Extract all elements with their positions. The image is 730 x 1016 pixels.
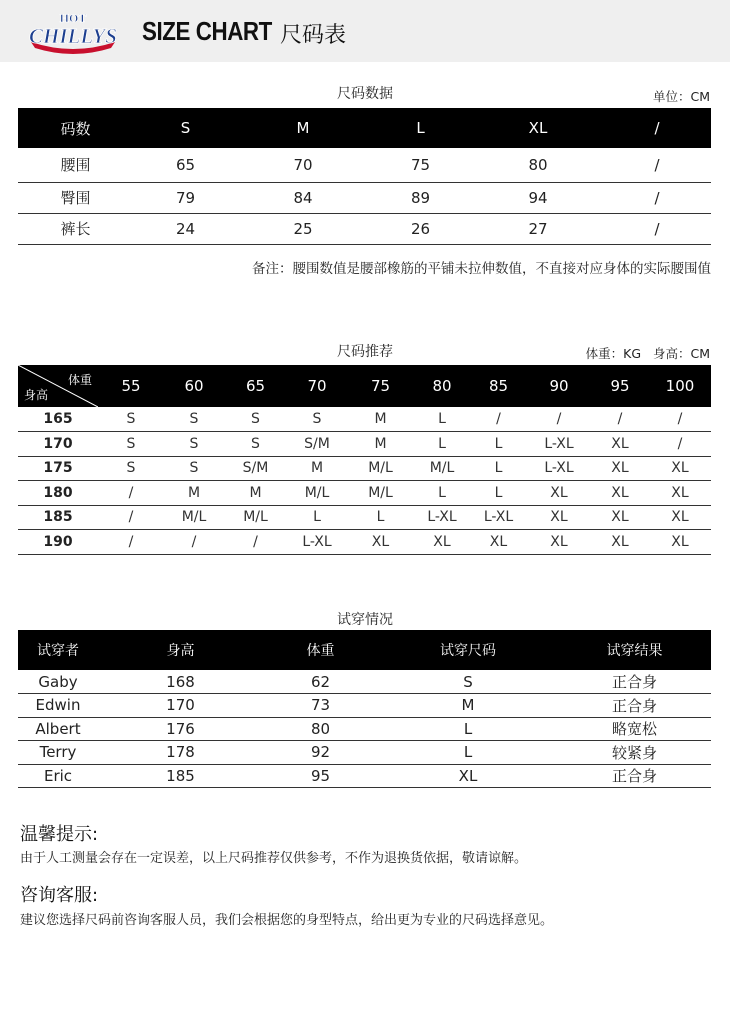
weight-header: 90: [527, 365, 591, 407]
table-cell: 84: [238, 182, 368, 213]
table-cell: S/M: [287, 432, 347, 457]
table-cell: XL: [378, 764, 558, 788]
table-cell: L: [378, 717, 558, 741]
column-header: S: [133, 108, 238, 148]
table-cell: L: [287, 505, 347, 530]
table-cell: S: [98, 407, 164, 432]
header-bar: [0, 0, 730, 62]
table-cell: S: [98, 456, 164, 481]
table-cell: /: [470, 407, 527, 432]
table-cell: 168: [98, 670, 263, 694]
table-cell: L: [414, 432, 470, 457]
table-cell: /: [98, 481, 164, 506]
table-cell: S: [378, 670, 558, 694]
table-cell: /: [98, 530, 164, 555]
table-cell: L: [414, 407, 470, 432]
table-cell: M: [347, 407, 414, 432]
table-cell: 75: [368, 148, 473, 182]
table-cell: XL: [470, 530, 527, 555]
height-axis-label: 身高: [24, 388, 49, 402]
column-header: L: [368, 108, 473, 148]
table-cell: 腰围: [18, 148, 133, 182]
height-cell: 180: [18, 481, 98, 506]
table-cell: M: [378, 694, 558, 718]
table-cell: L: [470, 432, 527, 457]
column-header: 试穿者: [18, 630, 98, 670]
fitting-title: 试穿情况: [337, 612, 393, 628]
table-cell: L: [470, 481, 527, 506]
table-row: [18, 670, 711, 694]
table-header-row: [18, 630, 711, 670]
table-cell: 27: [473, 213, 603, 244]
table-cell: Gaby: [18, 670, 98, 694]
weight-header: 95: [591, 365, 649, 407]
table-cell: /: [224, 530, 287, 555]
table-cell: 26: [368, 213, 473, 244]
table-cell: M: [164, 481, 224, 506]
corner-header: [18, 365, 98, 407]
notice-heading: 温馨提示:: [20, 824, 99, 845]
table-cell: /: [649, 407, 711, 432]
table-cell: 25: [238, 213, 368, 244]
height-cell: 190: [18, 530, 98, 555]
height-cell: 185: [18, 505, 98, 530]
table-cell: 80: [473, 148, 603, 182]
column-header: 码数: [18, 108, 133, 148]
table-cell: /: [98, 505, 164, 530]
table-cell: 95: [263, 764, 378, 788]
table-cell: M/L: [414, 456, 470, 481]
brand-logo: [27, 8, 119, 54]
table-row: [18, 505, 711, 530]
table-cell: S: [287, 407, 347, 432]
weight-header: 60: [164, 365, 224, 407]
table-cell: /: [649, 432, 711, 457]
table-cell: 24: [133, 213, 238, 244]
table-cell: S: [224, 407, 287, 432]
table-cell: XL: [649, 530, 711, 555]
column-header: /: [603, 108, 711, 148]
table-cell: XL: [347, 530, 414, 555]
column-header: 试穿尺码: [378, 630, 558, 670]
table-cell: L-XL: [470, 505, 527, 530]
table-cell: S: [164, 432, 224, 457]
table-cell: /: [591, 407, 649, 432]
table-cell: L-XL: [287, 530, 347, 555]
table-cell: XL: [591, 505, 649, 530]
height-cell: 175: [18, 456, 98, 481]
size-data-title: 尺码数据: [337, 86, 393, 102]
table-cell: M: [347, 432, 414, 457]
table-cell: L-XL: [414, 505, 470, 530]
table-cell: L: [347, 505, 414, 530]
table-cell: 79: [133, 182, 238, 213]
table-cell: 176: [98, 717, 263, 741]
table-cell: 62: [263, 670, 378, 694]
table-cell: M/L: [224, 505, 287, 530]
table-row: [18, 407, 711, 432]
svg-text:HOT: HOT: [59, 11, 87, 25]
table-cell: L-XL: [527, 432, 591, 457]
table-cell: /: [527, 407, 591, 432]
table-cell: Eric: [18, 764, 98, 788]
table-cell: M: [287, 456, 347, 481]
table-cell: S/M: [224, 456, 287, 481]
table-cell: XL: [527, 481, 591, 506]
consult-text: 建议您选择尺码前咨询客服人员，我们会根据您的身型特点，给出更为专业的尺码选择意见。: [20, 913, 554, 928]
table-header-row: [18, 108, 711, 148]
table-row: [18, 456, 711, 481]
table-cell: L: [378, 741, 558, 765]
table-cell: 170: [98, 694, 263, 718]
column-header: 试穿结果: [558, 630, 711, 670]
table-header-row: [18, 365, 711, 407]
table-cell: XL: [591, 481, 649, 506]
page-title: SIZE CHART: [142, 16, 272, 46]
weight-header: 75: [347, 365, 414, 407]
table-cell: 92: [263, 741, 378, 765]
table-cell: 65: [133, 148, 238, 182]
height-cell: 170: [18, 432, 98, 457]
table-cell: Albert: [18, 717, 98, 741]
table-cell: S: [98, 432, 164, 457]
size-data-unit: 单位：CM: [652, 89, 710, 104]
table-cell: 89: [368, 182, 473, 213]
weight-header: 85: [470, 365, 527, 407]
table-cell: XL: [591, 432, 649, 457]
table-cell: M/L: [164, 505, 224, 530]
table-cell: 略宽松: [558, 717, 711, 741]
height-cell: 165: [18, 407, 98, 432]
weight-header: 80: [414, 365, 470, 407]
table-cell: 80: [263, 717, 378, 741]
fitting-table: [18, 630, 711, 788]
table-cell: M/L: [347, 456, 414, 481]
table-row: [18, 213, 711, 244]
table-cell: L: [470, 456, 527, 481]
table-cell: M/L: [287, 481, 347, 506]
table-cell: 正合身: [558, 694, 711, 718]
table-cell: 臀围: [18, 182, 133, 213]
size-data-note: 备注：腰围数值是腰部橡筋的平铺未拉伸数值，不直接对应身体的实际腰围值: [252, 261, 711, 277]
table-cell: /: [603, 182, 711, 213]
table-cell: 正合身: [558, 670, 711, 694]
table-cell: 70: [238, 148, 368, 182]
table-cell: /: [603, 148, 711, 182]
weight-header: 65: [224, 365, 287, 407]
table-cell: XL: [649, 505, 711, 530]
table-cell: Edwin: [18, 694, 98, 718]
table-cell: XL: [414, 530, 470, 555]
table-cell: 正合身: [558, 764, 711, 788]
table-cell: 185: [98, 764, 263, 788]
column-header: M: [238, 108, 368, 148]
table-cell: S: [224, 432, 287, 457]
weight-header: 55: [98, 365, 164, 407]
table-cell: 较紧身: [558, 741, 711, 765]
table-row: [18, 764, 711, 788]
size-recommend-table: [18, 365, 711, 555]
table-cell: 178: [98, 741, 263, 765]
table-cell: M/L: [347, 481, 414, 506]
column-header: 身高: [98, 630, 263, 670]
notice-text: 由于人工测量会存在一定误差，以上尺码推荐仅供参考，不作为退换货依据，敬请谅解。: [20, 851, 528, 866]
recommend-unit: 体重：KG 身高：CM: [585, 346, 710, 361]
table-cell: M: [224, 481, 287, 506]
table-row: [18, 432, 711, 457]
weight-header: 100: [649, 365, 711, 407]
table-cell: XL: [591, 530, 649, 555]
weight-axis-label: 体重: [67, 373, 92, 387]
weight-header: 70: [287, 365, 347, 407]
consult-heading: 咨询客服:: [20, 885, 99, 906]
table-cell: S: [164, 407, 224, 432]
table-cell: 裤长: [18, 213, 133, 244]
table-cell: 94: [473, 182, 603, 213]
table-cell: /: [603, 213, 711, 244]
table-cell: XL: [649, 456, 711, 481]
table-cell: XL: [527, 530, 591, 555]
column-header: XL: [473, 108, 603, 148]
table-row: [18, 717, 711, 741]
table-row: [18, 741, 711, 765]
table-cell: Terry: [18, 741, 98, 765]
table-cell: XL: [527, 505, 591, 530]
recommend-title: 尺码推荐: [337, 344, 393, 360]
column-header: 体重: [263, 630, 378, 670]
table-cell: L-XL: [527, 456, 591, 481]
table-row: [18, 694, 711, 718]
table-cell: 73: [263, 694, 378, 718]
table-cell: XL: [649, 481, 711, 506]
table-cell: XL: [591, 456, 649, 481]
table-row: [18, 530, 711, 555]
table-cell: /: [164, 530, 224, 555]
svg-text:CHILLYS: CHILLYS: [29, 24, 117, 48]
table-cell: S: [164, 456, 224, 481]
size-data-table: [18, 108, 711, 245]
table-row: [18, 182, 711, 213]
table-cell: L: [414, 481, 470, 506]
table-row: [18, 481, 711, 506]
page-subtitle: 尺码表: [280, 23, 347, 48]
table-row: [18, 148, 711, 182]
